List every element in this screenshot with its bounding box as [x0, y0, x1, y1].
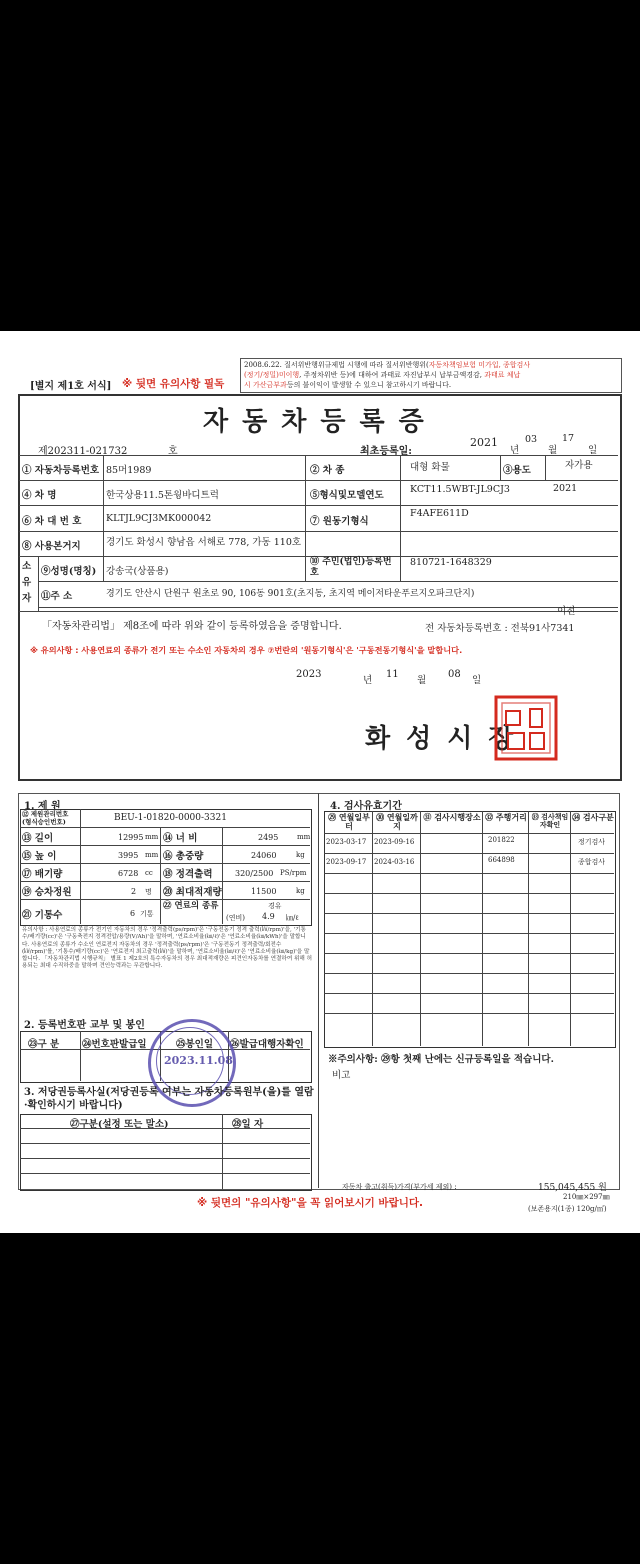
engine-type: F4AFE611D	[410, 508, 469, 519]
base-location: 경기도 화성시 향남읍 서해로 778, 가동 110호	[106, 537, 302, 548]
inspection-row-from: 2023-03-17	[326, 838, 367, 846]
penalty-notice-box: 2008.6.22. 질서위반행위규제법 시행에 따라 질서위반행위(자동차책임보험 미가입, 종합검사 (정기/정밀)미이행, 주정차위반 등)에 대하여 과태료 자진납부시 납부금액경감, 과태료 체납 시 가산금부과등의 불이익이 발생할 수 있으니 참고하시기 바랍니다.	[240, 358, 622, 393]
model-type: KCT11.5WBT-JL9CJ3	[410, 484, 510, 495]
document-title: 자동차등록증	[203, 407, 438, 437]
price-label: 자동차 출고(취득)가격(부가세 제외) :	[342, 1183, 457, 1191]
seal-date-stamp: 2023.11.08	[148, 1019, 236, 1107]
price-value: 155,045,455 원	[538, 1183, 607, 1193]
remark-label: 비고	[332, 1070, 351, 1081]
paper-size: 210㎜×297㎜	[563, 1193, 610, 1201]
first-registration-label: 최초등록일:	[360, 446, 412, 457]
owner-label: 소유자	[22, 561, 32, 604]
plate-heading: 2. 등록번호판 교부 및 봉인	[24, 1020, 145, 1031]
certify-text: 「자동차관리법」 제8조에 따라 위와 같이 등록하였음을 증명합니다.	[42, 621, 342, 632]
registration-number: 85머1989	[106, 465, 152, 476]
resident-number: 810721-1648329	[410, 557, 492, 568]
inspection-row-type: 종합검사	[578, 858, 606, 866]
inspection-row-from: 2023-09-17	[326, 858, 367, 866]
vin: KLTJL9CJ3MK000042	[106, 513, 212, 524]
form-label: [별지 제1호 서식]	[30, 381, 112, 392]
inspection-row-mileage: 201822	[488, 836, 515, 844]
model-year: 2021	[553, 483, 578, 494]
inspection-heading: 4. 검사유효기간	[330, 801, 402, 812]
mortgage-heading: 3. 저당권등록사실(저당권등록 여부는 자동차등록원부(을)를 열람·확인하시기 바랍니다)	[24, 1087, 314, 1111]
vehicle-type: 대형 화물	[410, 462, 450, 473]
owner-address: 경기도 안산시 단원구 원초로 90, 106동 901호(초지동, 초지역 메이저타운푸르지오파크단지)	[106, 589, 475, 599]
owner-name: 강송국(상품용)	[106, 566, 169, 577]
usage: 자가용	[565, 460, 593, 471]
previous-registration: 전 자동차등록번호 : 전북91사7341	[425, 623, 575, 634]
inspection-row-mileage: 664898	[488, 856, 515, 864]
spec-management-number: BEU-1-01820-0000-3321	[114, 813, 227, 823]
vehicle-name: 한국상용11.5톤윙바디트럭	[106, 490, 219, 501]
paper-type: (보존용지(1종) 120g/㎡)	[528, 1205, 607, 1213]
issuing-city: 화성시장	[365, 724, 530, 754]
back-notice: ※ 뒷면 유의사항 필독	[122, 378, 225, 390]
inspection-row-to: 2024-03-16	[374, 858, 415, 866]
bottom-notice: ※ 뒷면의 "유의사항"을 꼭 읽어보시기 바랍니다.	[197, 1197, 423, 1209]
document-number: 제202311-021732	[38, 446, 128, 457]
registration-certificate: [별지 제1호 서식] ※ 뒷면 유의사항 필독 2008.6.22. 질서위반행위규제법 시행에 따라 질서위반행위(자동차책임보험 미가입, 종합검사 (정기/정밀)미이행, 주정차위반 등)에 대하여 과태료 자진납부시 납부금액경감, 과태료 체납 시 가산금부과등의 불이익이 발생할 수 있으니 참고하시기 바랍니다. 자동차등록증 제202311-021732 호 최초등록일: 2021 년 03 월 17 일 ① 자동차등록번호 85머1989 ② 차 종 대형 화물 ③용도 자가용 ④ 차 명 한국상용11.5톤윙바디트럭 ⑤형식및모델연도 KCT11.5WBT-JL9CJ3 2021 ⑥ 차 대 번 호 KLTJL9CJ3MK000042 ⑦ 원동기형식 F4AFE611D ⑧ 사용본거지 경기도 화성시 향남읍 서해로 778, 가동 110호 소유자 ⑨성명(명칭) 강송국(상품용) ⑩ 주민(법인)등록번호 810721-1648329 ⑪주 소 경기도 안산시 단원구 원초로 90, 106동 901호(초지동, 초지역 메이저타운푸르지오파크단지) 「자동차관리법」 제8조에 따라 위와 같이 등록하였음을 증명합니다. 이전 전 자동차등록번호 : 전북91사7341 ※ 유의사항 : 사용연료의 종류가 전기 또는 수소인 자동차의 경우 ⑦번란의 '원동기형식'은 '구동전동기형식'을 말합니다. 2023 년 11 월 08 일 화성시장 1. 제 원 ⑫ 제원관리번호 (형식승인번호) BEU-1-01820-0000-3321 ⑬ 길이 12995 mm ⑭ 너 비 2495 mm ⑮ 높 이 3995 mm ⑯ 총중량 24060 kg ⑰ 배기량 6728 cc ⑱ 정격출력 320/2500 PS/rpm ⑲ 승차정원 2 명 ⑳ 최대적재량 11500 kg ㉑ 기통수 6 기통 ㉒ 연료의 종류 (연비) 경유 4.9 ㎞/ℓ 유의사항 : 사용연료의 종류가 전기인 자동차의 경우 '정격출력(ps/rpm)'은 '구동전동기 정격 출력(㎾/rpm)'을, '기통수/배기량(cc)'은 '구동축전지 정격전압/용량(V/Ah)'을 말하며, '연료소비율(㎞/ℓ)'은 '연료소비율(㎞/kWh)'을 말합니다. 사용연료의 종류가 수소인 연료전지 자동차의 경우 '정격출력(ps/rpm)'은 '구동전동기 정격출력/회전수(㎾/rpm)'를, '기통수/배기량(cc)'은 '연료전지 최고출력(㎾)'을 말하며, '연료소비율(㎞/ℓ)'은 '연료소비율(㎞/kg)'을 말합니다. 「자동차관리법 시행규칙」 별표 1 제2호의 특수자동차의 경우 최대적재량은 피견인자동차를 연결하여 위해 허용되는 최대 수직하중을 말하며 견인능력과는 무관합니다. 2. 등록번호판 교부 및 봉인 ㉓구 분 ㉔번호판발급일 ㉕봉인일 ㉖발급대행자확인 2023.11.08 3. 저당권등록사실(저당권등록 여부는 자동차등록원부(을)를 열람·확인하시기 바랍니다) ㉗구분(설정 또는 말소) ㉘일 자 4. 검사유효기간 ㉙ 연월일부터 ㉚ 연월일까지 ㉛ 검사시행장소 ㉜ 주행거리 ㉝ 검사책임자확인 ㉞ 검사구분 2023-03-17 2023-09-16 201822 정기검사 2023-09-17 2024-03-16 664898 종합검사 ※주의사항: ㉙항 첫째 난에는 신규등록일을 적습니다. 비고 자동차 출고(취득)가격(부가세 제외) : 155,045,455 원 210㎜×297㎜ (보존용지(1종) 120g/㎡) ※ 뒷면의 "유의사항"을 꼭 읽어보시기 바랍니다.	[0, 331, 640, 1233]
spec-note: 유의사항 : 사용연료의 종류가 전기인 자동차의 경우 '정격출력(ps/rpm)'은 '구동전동기 정격 출력(㎾/rpm)'을, '기통수/배기량(cc)'은 '구동축전지 정격전압/용량(V/Ah)'을 말하며, '연료소비율(㎞/ℓ)'은 '연료소비율(㎞/kWh)'을 말합니다. 사용연료의 종류가 수소인 연료전지 자동차의 경우 '정격출력(ps/rpm)'은 '구동전동기 정격출력/회전수(㎾/rpm)'를, '기통수/배기량(cc)'은 '연료전지 최고출력(㎾)'을 말하며, '연료소비율(㎞/ℓ)'은 '연료소비율(㎞/kg)'을 말합니다. 「자동차관리법 시행규칙」 별표 1 제2호의 특수자동차의 경우 최대적재량은 피견인자동차를 연결하여 위해 허용되는 최대 수직하중을 말하며 견인능력과는 무관합니다.	[22, 927, 312, 970]
city-seal	[494, 695, 558, 761]
inspection-note: ※주의사항: ㉙항 첫째 난에는 신규등록일을 적습니다.	[328, 1054, 554, 1065]
inspection-row-type: 정기검사	[578, 838, 606, 846]
fuel-notice: ※ 유의사항 : 사용연료의 종류가 전기 또는 수소인 자동차의 경우 ⑦번란의 '원동기형식'은 '구동전동기형식'을 말합니다.	[30, 645, 463, 655]
spec-heading: 1. 제 원	[24, 801, 61, 812]
inspection-row-to: 2023-09-16	[374, 838, 415, 846]
